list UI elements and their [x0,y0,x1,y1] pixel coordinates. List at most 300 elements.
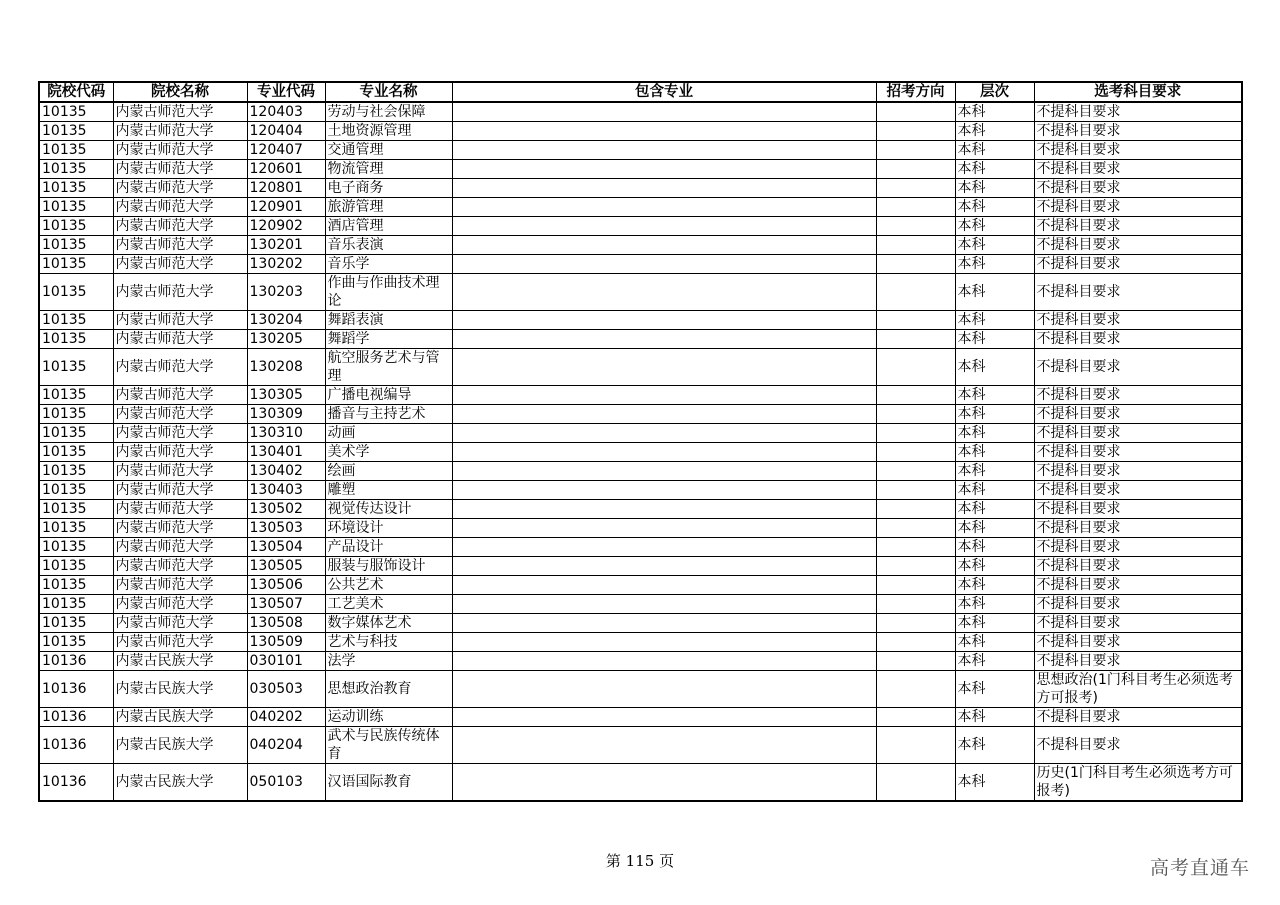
col-school-name-cell: 内蒙古民族大学 [113,764,247,802]
col-major-code-cell: 130502 [247,500,325,519]
col-school-name-cell: 内蒙古师范大学 [113,614,247,633]
col-included-majors-cell [452,141,876,160]
table-row [39,652,1242,671]
col-school-code-cell: 10135 [39,236,113,255]
table-row [39,557,1242,576]
col-subject-requirement-cell: 不提科目要求 [1034,614,1242,633]
col-subject-requirement-cell: 不提科目要求 [1034,519,1242,538]
col-major-name-cell: 工艺美术 [325,595,452,614]
col-included-majors-cell [452,671,876,708]
col-direction-cell [876,236,955,255]
col-subject-requirement-cell: 不提科目要求 [1034,405,1242,424]
col-school-code-cell: 10135 [39,424,113,443]
col-subject-requirement-cell: 不提科目要求 [1034,443,1242,462]
col-school-code-cell: 10136 [39,652,113,671]
col-direction-cell [876,576,955,595]
col-major-name-header: 专业名称 [325,82,452,102]
col-school-code-cell: 10136 [39,764,113,802]
col-included-majors-cell [452,349,876,386]
col-school-code-cell: 10135 [39,122,113,141]
col-major-name-cell: 视觉传达设计 [325,500,452,519]
col-school-code-cell: 10135 [39,330,113,349]
col-school-name-cell: 内蒙古师范大学 [113,576,247,595]
col-major-name-cell: 美术学 [325,443,452,462]
col-direction-cell [876,481,955,500]
col-major-code-cell: 130208 [247,349,325,386]
col-level-cell: 本科 [955,160,1034,179]
col-school-code-cell: 10135 [39,443,113,462]
col-direction-cell [876,727,955,764]
col-major-code-cell: 130310 [247,424,325,443]
col-major-name-cell: 劳动与社会保障 [325,102,452,122]
table-row [39,424,1242,443]
col-school-name-cell: 内蒙古师范大学 [113,198,247,217]
col-major-name-cell: 动画 [325,424,452,443]
col-included-majors-header: 包含专业 [452,82,876,102]
col-level-cell: 本科 [955,519,1034,538]
col-level-cell: 本科 [955,595,1034,614]
table-row [39,764,1242,802]
table-row [39,217,1242,236]
col-major-name-cell: 音乐表演 [325,236,452,255]
col-school-code-cell: 10135 [39,274,113,311]
col-direction-cell [876,198,955,217]
col-included-majors-cell [452,764,876,802]
col-subject-requirement-cell: 不提科目要求 [1034,198,1242,217]
col-major-code-cell: 120801 [247,179,325,198]
table-row [39,160,1242,179]
col-major-code-cell: 120407 [247,141,325,160]
col-direction-cell [876,386,955,405]
col-school-name-cell: 内蒙古师范大学 [113,595,247,614]
col-level-cell: 本科 [955,236,1034,255]
col-direction-cell [876,405,955,424]
col-school-code-cell: 10135 [39,481,113,500]
col-subject-requirement-cell: 不提科目要求 [1034,481,1242,500]
col-school-code-cell: 10135 [39,179,113,198]
col-school-name-cell: 内蒙古师范大学 [113,462,247,481]
col-subject-requirement-cell: 不提科目要求 [1034,633,1242,652]
col-direction-cell [876,424,955,443]
table-row [39,179,1242,198]
col-included-majors-cell [452,519,876,538]
col-subject-requirement-cell: 不提科目要求 [1034,179,1242,198]
col-major-code-cell: 120901 [247,198,325,217]
col-school-name-cell: 内蒙古师范大学 [113,481,247,500]
col-major-code-cell: 130204 [247,311,325,330]
col-school-name-header: 院校名称 [113,82,247,102]
table-row [39,102,1242,122]
col-level-cell: 本科 [955,538,1034,557]
col-included-majors-cell [452,179,876,198]
col-major-code-cell: 040202 [247,708,325,727]
col-subject-requirement-cell: 不提科目要求 [1034,122,1242,141]
col-major-name-cell: 旅游管理 [325,198,452,217]
col-major-code-cell: 130201 [247,236,325,255]
col-major-name-cell: 服装与服饰设计 [325,557,452,576]
col-major-name-cell: 数字媒体艺术 [325,614,452,633]
col-school-code-cell: 10135 [39,311,113,330]
col-school-code-cell: 10135 [39,386,113,405]
col-subject-requirement-cell: 不提科目要求 [1034,727,1242,764]
col-major-code-cell: 130401 [247,443,325,462]
col-major-name-cell: 航空服务艺术与管理 [325,349,452,386]
col-included-majors-cell [452,557,876,576]
table-row [39,141,1242,160]
col-direction-cell [876,462,955,481]
col-school-code-cell: 10136 [39,727,113,764]
table-row [39,405,1242,424]
col-school-code-cell: 10135 [39,614,113,633]
col-major-name-cell: 交通管理 [325,141,452,160]
page-number: 第 115 页 [605,852,675,870]
col-subject-requirement-cell: 不提科目要求 [1034,217,1242,236]
col-subject-requirement-cell: 不提科目要求 [1034,311,1242,330]
col-major-name-cell: 舞蹈学 [325,330,452,349]
col-major-name-cell: 电子商务 [325,179,452,198]
col-school-name-cell: 内蒙古师范大学 [113,179,247,198]
col-included-majors-cell [452,405,876,424]
col-level-header: 层次 [955,82,1034,102]
col-level-cell: 本科 [955,764,1034,802]
col-direction-header: 招考方向 [876,82,955,102]
col-included-majors-cell [452,424,876,443]
col-direction-cell [876,330,955,349]
table-row [39,386,1242,405]
col-school-name-cell: 内蒙古师范大学 [113,538,247,557]
table-row [39,595,1242,614]
col-included-majors-cell [452,538,876,557]
col-subject-requirement-cell: 不提科目要求 [1034,424,1242,443]
col-level-cell: 本科 [955,481,1034,500]
col-major-code-cell: 130403 [247,481,325,500]
col-level-cell: 本科 [955,217,1034,236]
col-school-code-cell: 10135 [39,538,113,557]
col-direction-cell [876,255,955,274]
col-school-code-cell: 10135 [39,462,113,481]
col-major-code-cell: 130505 [247,557,325,576]
col-major-name-cell: 汉语国际教育 [325,764,452,802]
col-included-majors-cell [452,274,876,311]
col-major-code-cell: 120404 [247,122,325,141]
col-direction-cell [876,708,955,727]
col-major-code-cell: 130202 [247,255,325,274]
col-major-code-cell: 030503 [247,671,325,708]
table-row [39,236,1242,255]
table-row [39,727,1242,764]
col-major-name-cell: 运动训练 [325,708,452,727]
watermark-logo: 高考直通车 [1149,857,1250,879]
col-major-name-cell: 酒店管理 [325,217,452,236]
table-row [39,462,1242,481]
col-level-cell: 本科 [955,122,1034,141]
col-school-name-cell: 内蒙古民族大学 [113,671,247,708]
col-subject-requirement-cell: 不提科目要求 [1034,141,1242,160]
table-row [39,311,1242,330]
col-included-majors-cell [452,576,876,595]
col-level-cell: 本科 [955,311,1034,330]
col-school-name-cell: 内蒙古师范大学 [113,141,247,160]
col-subject-requirement-cell: 不提科目要求 [1034,652,1242,671]
col-subject-requirement-cell: 不提科目要求 [1034,274,1242,311]
col-direction-cell [876,141,955,160]
col-major-code-cell: 130507 [247,595,325,614]
table-row [39,443,1242,462]
col-level-cell: 本科 [955,102,1034,122]
col-included-majors-cell [452,462,876,481]
col-school-name-cell: 内蒙古师范大学 [113,274,247,311]
col-included-majors-cell [452,236,876,255]
col-direction-cell [876,349,955,386]
col-included-majors-cell [452,122,876,141]
col-school-name-cell: 内蒙古师范大学 [113,500,247,519]
col-level-cell: 本科 [955,424,1034,443]
col-subject-requirement-cell: 不提科目要求 [1034,386,1242,405]
table-row [39,633,1242,652]
col-school-code-cell: 10135 [39,141,113,160]
col-major-name-cell: 雕塑 [325,481,452,500]
table-header-row [39,82,1242,102]
col-major-code-cell: 130309 [247,405,325,424]
col-major-code-cell: 120403 [247,102,325,122]
col-subject-requirement-cell: 不提科目要求 [1034,538,1242,557]
col-school-name-cell: 内蒙古师范大学 [113,255,247,274]
col-major-code-cell: 130503 [247,519,325,538]
col-subject-requirement-cell: 不提科目要求 [1034,576,1242,595]
col-school-name-cell: 内蒙古师范大学 [113,519,247,538]
col-level-cell: 本科 [955,255,1034,274]
col-direction-cell [876,557,955,576]
col-level-cell: 本科 [955,405,1034,424]
col-direction-cell [876,633,955,652]
col-level-cell: 本科 [955,179,1034,198]
col-level-cell: 本科 [955,708,1034,727]
col-major-code-cell: 030101 [247,652,325,671]
col-school-code-cell: 10135 [39,633,113,652]
col-subject-requirement-cell: 不提科目要求 [1034,349,1242,386]
col-level-cell: 本科 [955,443,1034,462]
col-school-code-cell: 10135 [39,405,113,424]
table-row [39,708,1242,727]
col-included-majors-cell [452,443,876,462]
col-major-name-cell: 播音与主持艺术 [325,405,452,424]
table-body [39,102,1242,801]
col-major-name-cell: 法学 [325,652,452,671]
col-included-majors-cell [452,102,876,122]
col-school-code-cell: 10136 [39,708,113,727]
col-school-code-cell: 10135 [39,519,113,538]
col-school-code-cell: 10136 [39,671,113,708]
table-row [39,198,1242,217]
col-major-code-cell: 130506 [247,576,325,595]
col-direction-cell [876,274,955,311]
col-major-name-cell: 公共艺术 [325,576,452,595]
col-major-code-cell: 130305 [247,386,325,405]
col-included-majors-cell [452,160,876,179]
col-major-code-cell: 120902 [247,217,325,236]
col-major-code-cell: 130508 [247,614,325,633]
col-subject-requirement-cell: 不提科目要求 [1034,160,1242,179]
table-row [39,481,1242,500]
col-included-majors-cell [452,311,876,330]
col-school-name-cell: 内蒙古师范大学 [113,405,247,424]
col-direction-cell [876,595,955,614]
col-included-majors-cell [452,652,876,671]
col-school-code-header: 院校代码 [39,82,113,102]
col-major-code-cell: 050103 [247,764,325,802]
col-major-name-cell: 土地资源管理 [325,122,452,141]
col-included-majors-cell [452,500,876,519]
col-school-code-cell: 10135 [39,217,113,236]
col-level-cell: 本科 [955,141,1034,160]
col-level-cell: 本科 [955,727,1034,764]
col-included-majors-cell [452,386,876,405]
col-direction-cell [876,179,955,198]
col-school-name-cell: 内蒙古师范大学 [113,330,247,349]
col-major-name-cell: 绘画 [325,462,452,481]
col-major-name-cell: 武术与民族传统体育 [325,727,452,764]
col-major-name-cell: 环境设计 [325,519,452,538]
col-level-cell: 本科 [955,386,1034,405]
col-direction-cell [876,652,955,671]
col-level-cell: 本科 [955,576,1034,595]
col-subject-requirement-cell: 不提科目要求 [1034,557,1242,576]
col-subject-requirement-cell: 不提科目要求 [1034,595,1242,614]
col-major-code-cell: 040204 [247,727,325,764]
col-school-name-cell: 内蒙古师范大学 [113,102,247,122]
table-row [39,538,1242,557]
col-school-name-cell: 内蒙古师范大学 [113,236,247,255]
col-included-majors-cell [452,481,876,500]
col-direction-cell [876,671,955,708]
col-level-cell: 本科 [955,330,1034,349]
col-major-name-cell: 产品设计 [325,538,452,557]
col-direction-cell [876,538,955,557]
col-direction-cell [876,160,955,179]
col-direction-cell [876,217,955,236]
table-row [39,671,1242,708]
col-level-cell: 本科 [955,462,1034,481]
col-school-name-cell: 内蒙古民族大学 [113,727,247,764]
col-included-majors-cell [452,727,876,764]
col-included-majors-cell [452,614,876,633]
col-subject-requirement-cell: 历史(1门科目考生必须选考方可报考) [1034,764,1242,802]
col-school-name-cell: 内蒙古民族大学 [113,652,247,671]
col-direction-cell [876,764,955,802]
col-level-cell: 本科 [955,274,1034,311]
table-row [39,519,1242,538]
col-major-code-cell: 120601 [247,160,325,179]
table-row [39,349,1242,386]
table-row [39,255,1242,274]
col-level-cell: 本科 [955,652,1034,671]
col-level-cell: 本科 [955,198,1034,217]
table-row [39,500,1242,519]
col-school-code-cell: 10135 [39,349,113,386]
col-direction-cell [876,519,955,538]
col-school-name-cell: 内蒙古师范大学 [113,311,247,330]
col-included-majors-cell [452,198,876,217]
table-row [39,330,1242,349]
col-major-name-cell: 作曲与作曲技术理论 [325,274,452,311]
col-subject-requirement-cell: 不提科目要求 [1034,500,1242,519]
col-major-code-cell: 130504 [247,538,325,557]
col-direction-cell [876,122,955,141]
col-direction-cell [876,500,955,519]
col-level-cell: 本科 [955,614,1034,633]
col-school-name-cell: 内蒙古师范大学 [113,557,247,576]
col-school-code-cell: 10135 [39,576,113,595]
col-direction-cell [876,614,955,633]
col-major-name-cell: 舞蹈表演 [325,311,452,330]
col-subject-requirement-cell: 不提科目要求 [1034,462,1242,481]
col-included-majors-cell [452,255,876,274]
col-included-majors-cell [452,595,876,614]
col-school-code-cell: 10135 [39,500,113,519]
col-direction-cell [876,443,955,462]
col-major-name-cell: 物流管理 [325,160,452,179]
col-subject-requirement-header: 选考科目要求 [1034,82,1242,102]
col-subject-requirement-cell: 不提科目要求 [1034,102,1242,122]
col-major-code-cell: 130203 [247,274,325,311]
col-level-cell: 本科 [955,500,1034,519]
col-subject-requirement-cell: 不提科目要求 [1034,330,1242,349]
col-major-name-cell: 音乐学 [325,255,452,274]
col-direction-cell [876,311,955,330]
col-subject-requirement-cell: 思想政治(1门科目考生必须选考方可报考) [1034,671,1242,708]
table-row [39,576,1242,595]
col-school-code-cell: 10135 [39,160,113,179]
col-major-code-header: 专业代码 [247,82,325,102]
col-school-code-cell: 10135 [39,255,113,274]
col-subject-requirement-cell: 不提科目要求 [1034,708,1242,727]
col-included-majors-cell [452,217,876,236]
col-school-code-cell: 10135 [39,198,113,217]
col-school-code-cell: 10135 [39,557,113,576]
col-subject-requirement-cell: 不提科目要求 [1034,236,1242,255]
col-school-name-cell: 内蒙古师范大学 [113,443,247,462]
col-school-name-cell: 内蒙古师范大学 [113,386,247,405]
col-school-name-cell: 内蒙古师范大学 [113,217,247,236]
table-row [39,614,1242,633]
col-included-majors-cell [452,330,876,349]
col-major-name-cell: 思想政治教育 [325,671,452,708]
col-school-name-cell: 内蒙古民族大学 [113,708,247,727]
col-major-code-cell: 130402 [247,462,325,481]
col-school-name-cell: 内蒙古师范大学 [113,424,247,443]
col-school-code-cell: 10135 [39,595,113,614]
col-major-code-cell: 130509 [247,633,325,652]
col-direction-cell [876,102,955,122]
col-included-majors-cell [452,708,876,727]
col-level-cell: 本科 [955,557,1034,576]
col-school-name-cell: 内蒙古师范大学 [113,349,247,386]
col-school-name-cell: 内蒙古师范大学 [113,122,247,141]
col-level-cell: 本科 [955,671,1034,708]
table-row [39,122,1242,141]
admission-table [38,81,1243,802]
col-major-name-cell: 艺术与科技 [325,633,452,652]
col-school-code-cell: 10135 [39,102,113,122]
col-level-cell: 本科 [955,349,1034,386]
col-subject-requirement-cell: 不提科目要求 [1034,255,1242,274]
col-major-code-cell: 130205 [247,330,325,349]
col-school-name-cell: 内蒙古师范大学 [113,160,247,179]
col-level-cell: 本科 [955,633,1034,652]
col-major-name-cell: 广播电视编导 [325,386,452,405]
table-row [39,274,1242,311]
col-included-majors-cell [452,633,876,652]
